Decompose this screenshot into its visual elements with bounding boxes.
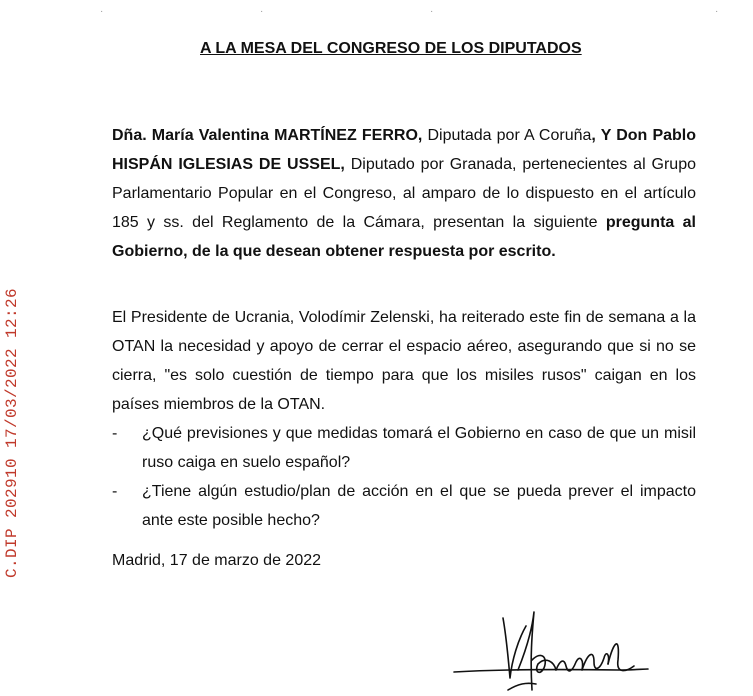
scan-mark: · (260, 6, 264, 17)
question-lead: El Presidente de Ucrania, Volodímir Zelenski, ha reiterado este fin de semana a la OTAN la necesidad y apoyo de cerrar el espacio aéreo, asegurando que si no se cierra, "es solo cuestión de tiempo para que los misiles rusos" caigan en los países miembros de la OTAN. (112, 309, 696, 413)
question-item (112, 477, 696, 535)
handwritten-signature (448, 600, 658, 696)
question-section (112, 303, 696, 535)
registry-stamp (0, 270, 24, 595)
intro-paragraph (112, 121, 696, 266)
document-title: A LA MESA DEL CONGRESO DE LOS DIPUTADOS (200, 40, 582, 57)
document-date: Madrid, 17 de marzo de 2022 (112, 552, 322, 569)
bullet-dash: - (112, 483, 118, 500)
scan-mark: · (430, 6, 434, 17)
scan-mark: · (715, 6, 719, 17)
bullet-dash: - (112, 425, 118, 442)
author-connector: , Y Don Pablo HISPÁN IGLESIAS DE USSEL, (112, 127, 697, 173)
intro-body: , pertenecientes al Grupo Parlamentario Popular en el Congreso, al amparo de lo dispuesto en el artículo 185 y ss. del Reglamento de la Cámara, presentan la siguiente (112, 156, 697, 231)
intro-closing: pregunta al Gobierno, de la que desean obtener respuesta por escrito. (112, 214, 696, 260)
question-item-text: ¿Qué previsiones y que medidas tomará el Gobierno en caso de que un misil ruso caiga en suelo español? (142, 425, 696, 471)
registry-stamp-text: C.DIP 202910 17/03/2022 12:26 (3, 287, 22, 578)
scan-mark: · (100, 6, 104, 17)
author-1-role: Diputada por A Coruña (422, 127, 592, 144)
author-1-name: Dña. María Valentina MARTÍNEZ FERRO, (112, 127, 423, 144)
author-2-role: Diputado por Granada (344, 156, 512, 173)
question-item (112, 419, 696, 477)
question-item-text: ¿Tiene algún estudio/plan de acción en el que se pueda prever el impacto ante este posible hecho? (142, 483, 696, 529)
